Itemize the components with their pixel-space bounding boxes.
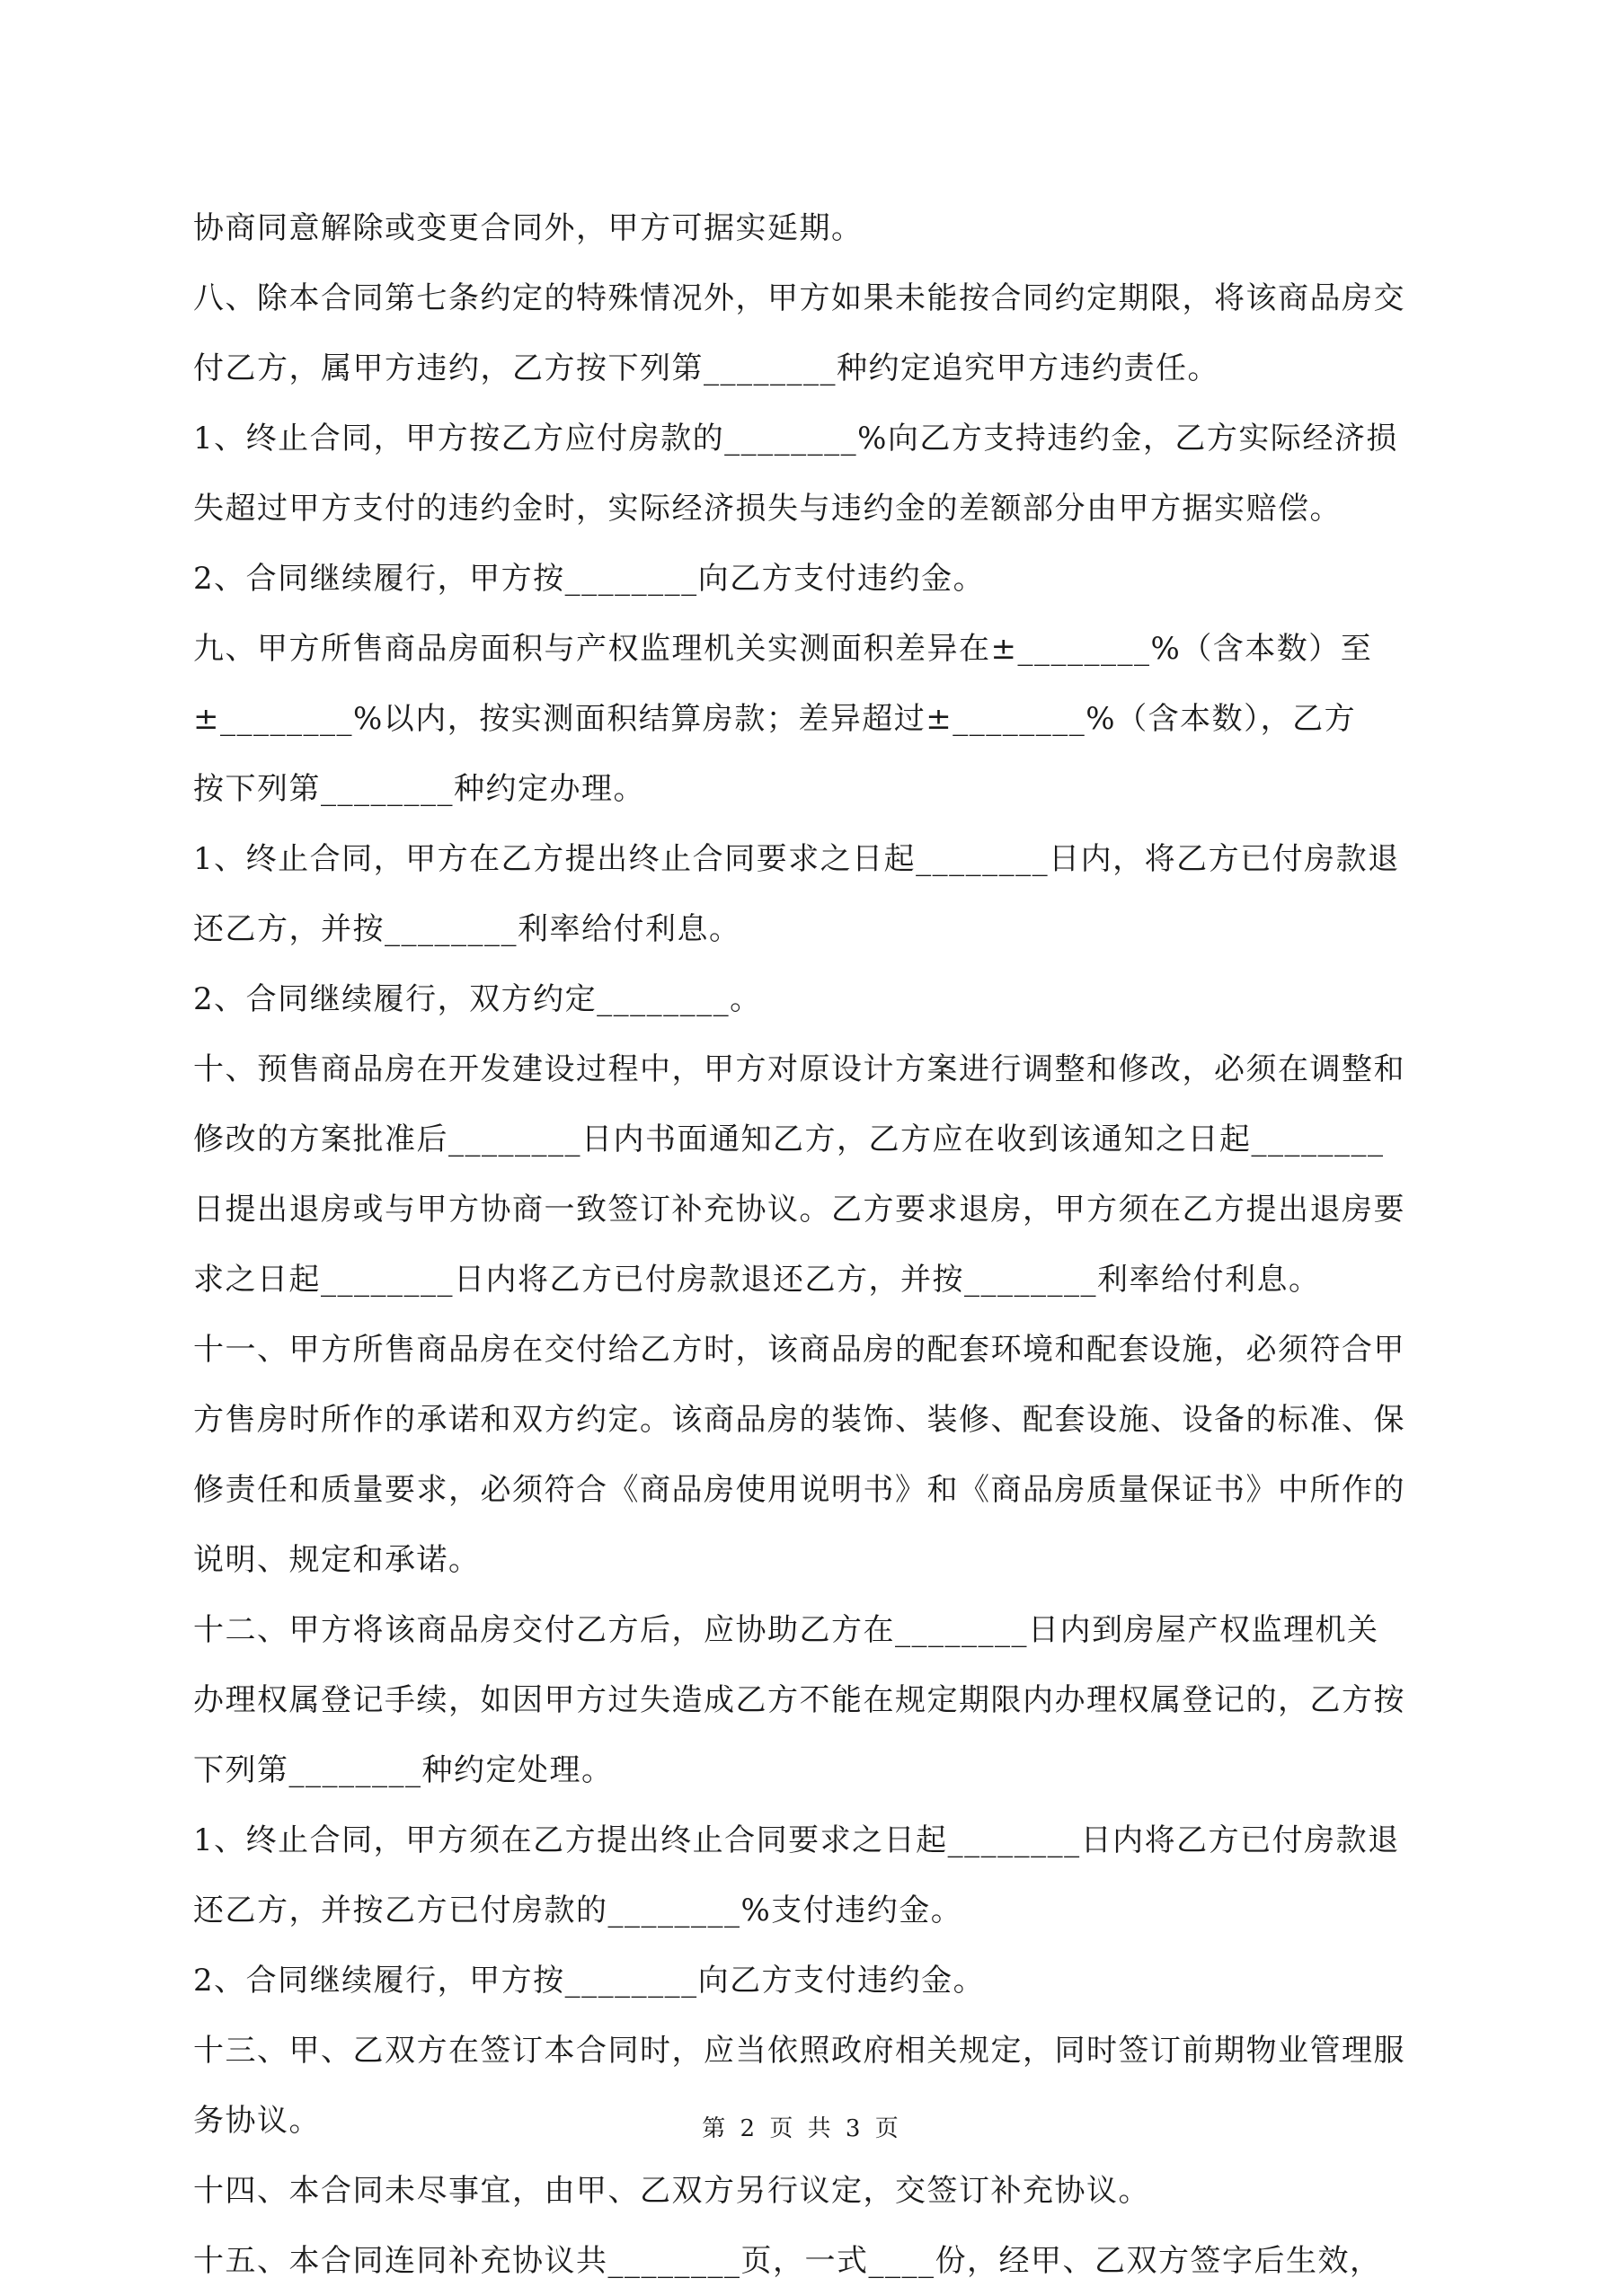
text-line: 十五、本合同连同补充协议共________页，一式____份，经甲、乙双方签字后生效， bbox=[193, 2243, 1382, 2279]
text-line: 十一、甲方所售商品房在交付给乙方时，该商品房的配套环境和配套设施，必须符合甲 bbox=[193, 1332, 1405, 1368]
text-line: 日提出退房或与甲方协商一致签订补充协议。乙方要求退房，甲方须在乙方提出退房要 bbox=[193, 1192, 1405, 1228]
text-line: 方售房时所作的承诺和双方约定。该商品房的装饰、装修、配套设施、设备的标准、保 bbox=[193, 1402, 1405, 1438]
text-line: 按下列第________种约定办理。 bbox=[193, 771, 645, 807]
contract-body bbox=[193, 193, 1415, 2296]
text-line: 下列第________种约定处理。 bbox=[193, 1752, 614, 1788]
text-line: 协商同意解除或变更合同外，甲方可据实延期。 bbox=[193, 210, 864, 246]
text-line: 1、终止合同，甲方在乙方提出终止合同要求之日起________日内，将乙方已付房款退 bbox=[193, 841, 1400, 877]
text-line: 失超过甲方支付的违约金时，实际经济损失与违约金的差额部分由甲方据实赔偿。 bbox=[193, 491, 1342, 527]
text-line: 十、预售商品房在开发建设过程中，甲方对原设计方案进行调整和修改，必须在调整和 bbox=[193, 1051, 1405, 1087]
text-line: 八、除本合同第七条约定的特殊情况外，甲方如果未能按合同约定期限，将该商品房交 bbox=[193, 280, 1405, 316]
text-line: 1、终止合同，甲方须在乙方提出终止合同要求之日起________日内将乙方已付房款退 bbox=[193, 1822, 1400, 1858]
text-line: 务协议。 bbox=[193, 2103, 321, 2139]
text-line: 修改的方案批准后________日内书面通知乙方，乙方应在收到该通知之日起________ bbox=[193, 1121, 1385, 1157]
text-line: 还乙方，并按乙方已付房款的________%支付违约金。 bbox=[193, 1893, 963, 1928]
text-line: 十三、甲、乙双方在签订本合同时，应当依照政府相关规定，同时签订前期物业管理服 bbox=[193, 2033, 1405, 2069]
text-line: 付乙方，属甲方违约，乙方按下列第________种约定追究甲方违约责任。 bbox=[193, 350, 1219, 386]
text-line: 2、合同继续履行，甲方按________向乙方支付违约金。 bbox=[193, 1963, 986, 1999]
text-line: 1、终止合同，甲方按乙方应付房款的________%向乙方支持违约金，乙方实际经济损 bbox=[193, 421, 1398, 457]
text-line: 还乙方，并按________利率给付利息。 bbox=[193, 911, 741, 947]
text-line: 2、合同继续履行，甲方按________向乙方支付违约金。 bbox=[193, 561, 986, 597]
page-number-footer: 第 2 页 共 3 页 bbox=[702, 2115, 902, 2142]
text-line: 九、甲方所售商品房面积与产权监理机关实测面积差异在±________%（含本数）至 bbox=[193, 631, 1373, 667]
text-line: 修责任和质量要求，必须符合《商品房使用说明书》和《商品房质量保证书》中所作的 bbox=[193, 1472, 1405, 1508]
text-line: 十二、甲方将该商品房交付乙方后，应协助乙方在________日内到房屋产权监理机关 bbox=[193, 1612, 1379, 1648]
text-line: 求之日起________日内将乙方已付房款退还乙方，并按________利率给付利息。 bbox=[193, 1262, 1321, 1298]
text-line: 2、合同继续履行，双方约定________。 bbox=[193, 981, 762, 1017]
text-line: 办理权属登记手续，如因甲方过失造成乙方不能在规定期限内办理权属登记的，乙方按 bbox=[193, 1682, 1405, 1718]
text-line: 说明、规定和承诺。 bbox=[193, 1542, 481, 1578]
text-line: 十四、本合同未尽事宜，由甲、乙双方另行议定，交签订补充协议。 bbox=[193, 2173, 1150, 2209]
text-line: ±________%以内，按实测面积结算房款；差异超过±________%（含本数），乙方 bbox=[193, 701, 1357, 737]
